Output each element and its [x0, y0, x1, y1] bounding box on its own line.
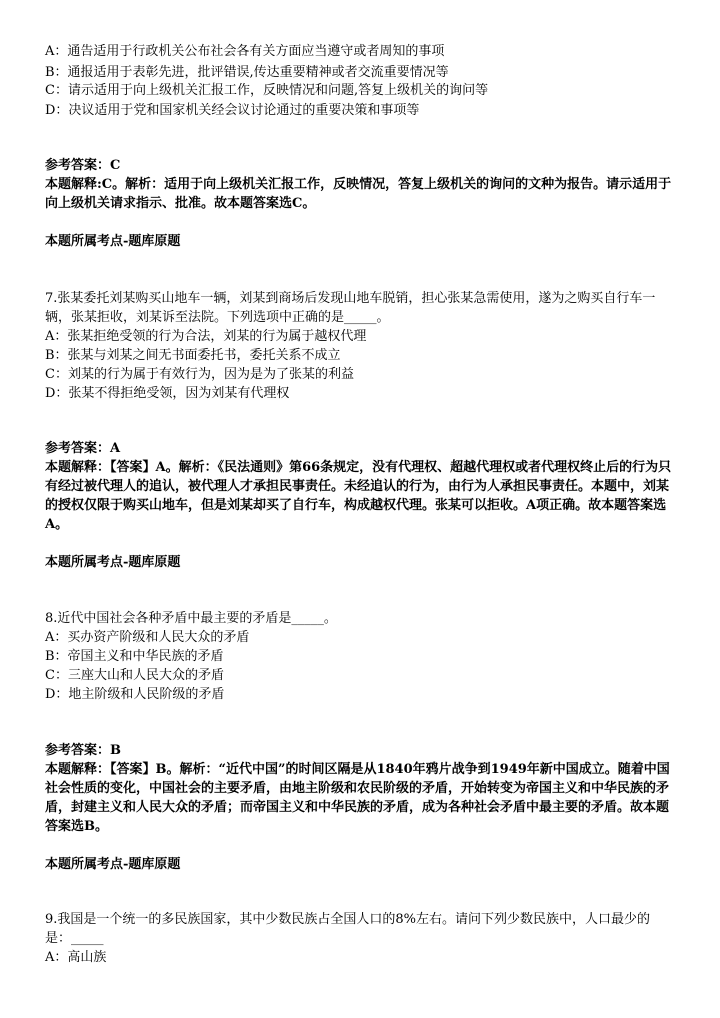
q8-explanation: 本题解释：【答案】B。解析：“近代中国”的时间区隔是从1840年鸦片战争到1949年新中国成立。随着中国社会性质的变化，中国社会的主要矛盾，由地主阶级和农民阶级的矛盾，开始转变为帝国主义和中华民族的矛盾，封建主义和人民大众的矛盾；而帝国主义和中华民族的矛盾，成为各种社会矛盾中最主要的矛盾。故本题答案选B。 — [45, 762, 670, 834]
q8-option-a: A：买办资产阶级和人民大众的矛盾 — [45, 630, 250, 645]
q8-answer: 参考答案：B — [45, 743, 121, 758]
q8-source: 本题所属考点-题库原题 — [45, 857, 181, 872]
q8-option-c: C：三座大山和人民大众的矛盾 — [45, 668, 224, 683]
q7-explanation: 本题解释：【答案】A。解析：《民法通则》第66条规定，没有代理权、超越代理权或者代理权终止后的行为只有经过被代理人的追认，被代理人才承担民事责任。未经追认的行为，由行为人承担民事责任。本题中，刘某的授权仅限于购买山地车，但是刘某却买了自行车，构成越权代理。张某可以拒收。A项正确。故本题答案选A。 — [45, 460, 672, 532]
q8-question: 8.近代中国社会各种矛盾中最主要的矛盾是_____。 — [45, 611, 337, 626]
q8-option-b: B：帝国主义和中华民族的矛盾 — [45, 649, 224, 664]
q7-question: 7.张某委托刘某购买山地车一辆，刘某到商场后发现山地车脱销，担心张某急需使用，遂为之购买自行车一辆，张某拒收，刘某诉至法院。下列选项中正确的是_____。 — [45, 291, 656, 325]
q6-option-d: D：决议适用于党和国家机关经会议讨论通过的重要决策和事项等 — [45, 103, 420, 118]
q8-option-d: D：地主阶级和人民阶级的矛盾 — [45, 687, 225, 702]
q6-option-c: C：请示适用于向上级机关汇报工作，反映情况和问题,答复上级机关的询问等 — [45, 83, 489, 98]
q9-question: 9.我国是一个统一的多民族国家，其中少数民族占全国人口的8%左右。请问下列少数民族中，人口最少的是：_____ — [45, 912, 651, 946]
q6-answer: 参考答案：C — [45, 158, 121, 173]
q9-option-a: A：高山族 — [45, 950, 107, 965]
q7-source: 本题所属考点-题库原题 — [45, 555, 181, 570]
q6-source: 本题所属考点-题库原题 — [45, 234, 181, 249]
q7-option-b: B：张某与刘某之间无书面委托书，委托关系不成立 — [45, 348, 341, 363]
q7-answer: 参考答案：A — [45, 441, 121, 456]
q6-option-a: A：通告适用于行政机关公布社会各有关方面应当遵守或者周知的事项 — [45, 44, 445, 59]
q7-option-a: A：张某拒绝受领的行为合法，刘某的行为属于越权代理 — [45, 329, 367, 344]
q7-option-c: C：刘某的行为属于有效行为，因为是为了张某的利益 — [45, 367, 354, 382]
q6-explanation: 本题解释:C。解析：适用于向上级机关汇报工作，反映情况，答复上级机关的询问的文种为报告。请示适用于向上级机关请求指示、批准。故本题答案选C。 — [45, 177, 672, 211]
q6-option-b: B：通报适用于表彰先进，批评错误,传达重要精神或者交流重要情况等 — [45, 65, 449, 80]
q7-option-d: D：张某不得拒绝受领，因为刘某有代理权 — [45, 386, 290, 401]
